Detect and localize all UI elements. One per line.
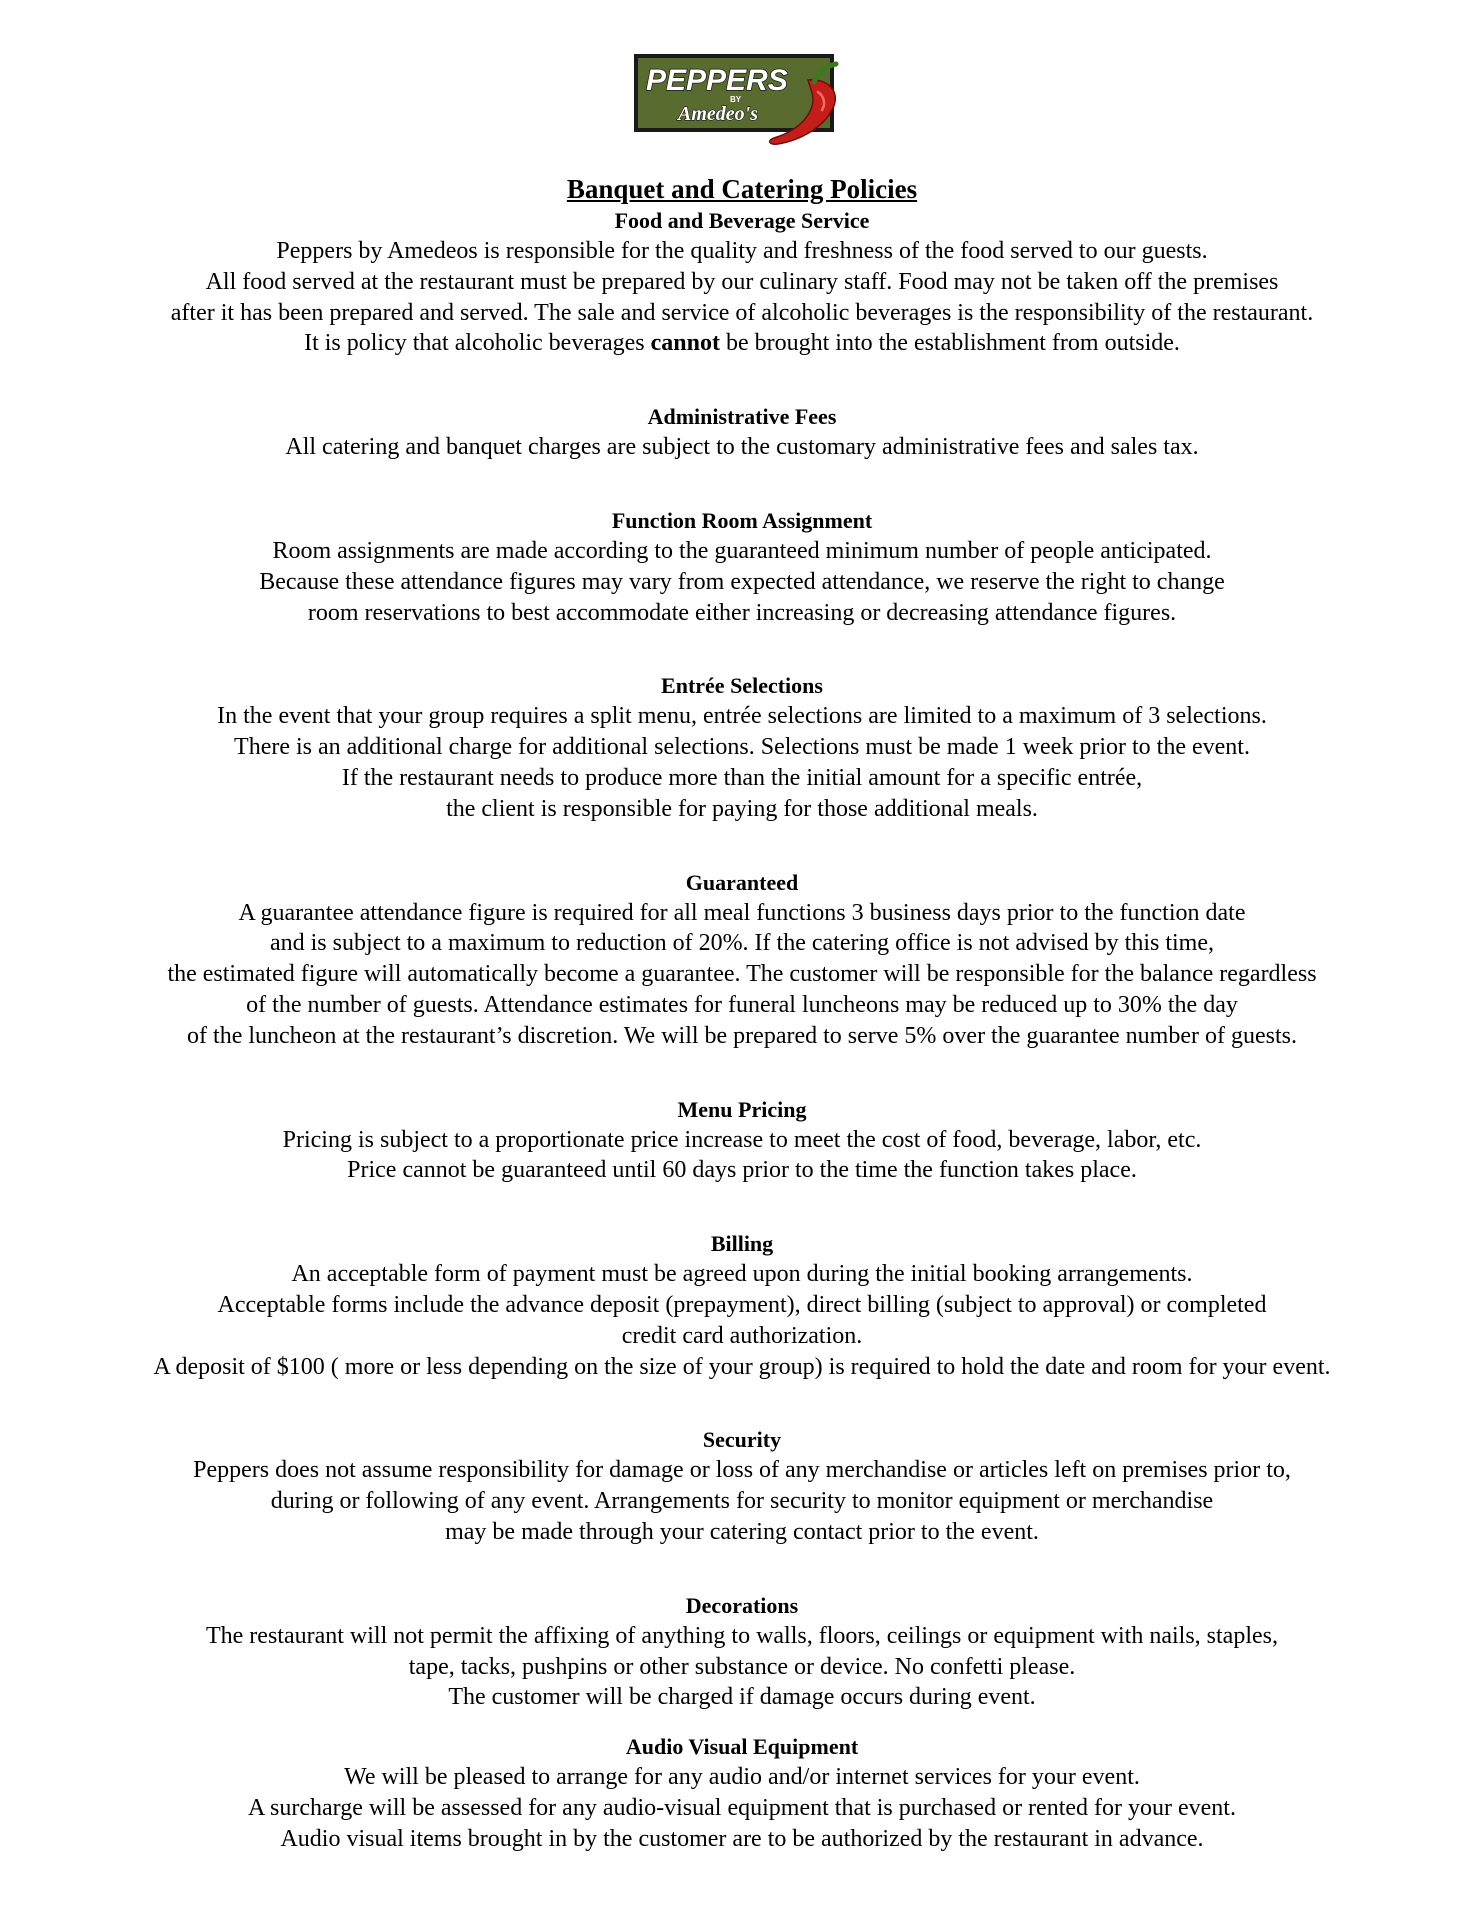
section-entree-selections bbox=[40, 671, 1444, 824]
section-line: tape, tacks, pushpins or other substance or device. No confetti please. bbox=[408, 1653, 1076, 1680]
peppers-logo-graphic bbox=[632, 48, 852, 148]
section-heading: Food and Beverage Service bbox=[614, 208, 870, 233]
section-line: An acceptable form of payment must be agreed upon during the initial booking arrangements. bbox=[291, 1261, 1193, 1288]
section-line: We will be pleased to arrange for any audio and/or internet services for your event. bbox=[344, 1764, 1140, 1791]
logo-text-amedeos: Amedeo's bbox=[678, 103, 758, 125]
section-line: If the restaurant needs to produce more than the initial amount for a specific entrée, bbox=[341, 764, 1143, 791]
section-heading: Entrée Selections bbox=[661, 673, 823, 699]
section-line: Room assignments are made according to the guaranteed minimum number of people anticipated. bbox=[272, 537, 1212, 564]
policy-text-before: It is policy that alcoholic beverages bbox=[304, 330, 651, 357]
section-line: the estimated figure will automatically become a guarantee. The customer will be responsible for the balance regardless bbox=[167, 961, 1317, 988]
section-security bbox=[40, 1425, 1444, 1547]
section-heading: Guaranteed bbox=[685, 869, 799, 895]
section-heading: Billing bbox=[710, 1231, 774, 1257]
section-heading: Menu Pricing bbox=[677, 1096, 807, 1122]
section-spacer bbox=[40, 1052, 1444, 1095]
section-line: A guarantee attendance figure is required for all meal functions 3 business days prior to the function date bbox=[238, 899, 1246, 926]
section-administrative-fees bbox=[40, 402, 1444, 463]
section-menu-pricing bbox=[40, 1095, 1444, 1187]
section-spacer bbox=[40, 463, 1444, 506]
section-line: Peppers does not assume responsibility for damage or loss of any merchandise or articles left on premises prior to, bbox=[193, 1457, 1291, 1484]
section-line: may be made through your catering contact prior to the event. bbox=[445, 1518, 1039, 1545]
section-heading: Audio Visual Equipment bbox=[625, 1734, 859, 1760]
section-spacer bbox=[40, 1382, 1444, 1425]
document-title: Banquet and Catering Policies bbox=[566, 174, 918, 204]
section-line: All food served at the restaurant must be prepared by our culinary staff. Food may not be taken off the premises bbox=[205, 268, 1279, 295]
section-line: Acceptable forms include the advance deposit (prepayment), direct billing (subject to approval) or completed bbox=[217, 1291, 1267, 1318]
policy-document bbox=[40, 172, 1444, 1855]
section-line: A surcharge will be assessed for any audio-visual equipment that is purchased or rented for your event. bbox=[248, 1794, 1236, 1821]
section-spacer bbox=[40, 1713, 1444, 1732]
logo-text-by: BY bbox=[730, 95, 742, 104]
section-line: A deposit of $100 ( more or less depending on the size of your group) is required to hold the date and room for your event. bbox=[153, 1353, 1331, 1380]
section-audio-visual bbox=[40, 1732, 1444, 1854]
section-line: of the number of guests. Attendance estimates for funeral luncheons may be reduced up to 30% the day bbox=[246, 991, 1238, 1018]
section-function-room bbox=[40, 506, 1444, 628]
section-line: Price cannot be guaranteed until 60 days prior to the time the function takes place. bbox=[347, 1157, 1137, 1184]
section-guaranteed bbox=[40, 868, 1444, 1052]
section-line: Audio visual items brought in by the customer are to be authorized by the restaurant in advance. bbox=[280, 1825, 1204, 1852]
section-line: room reservations to best accommodate either increasing or decreasing attendance figures. bbox=[307, 599, 1177, 626]
section-billing bbox=[40, 1229, 1444, 1382]
section-decorations bbox=[40, 1591, 1444, 1713]
section-line: Peppers by Amedeos is responsible for the quality and freshness of the food served to our guests. bbox=[276, 238, 1208, 264]
policy-text-after: be brought into the establishment from outside. bbox=[719, 330, 1180, 357]
section-line: The customer will be charged if damage occurs during event. bbox=[448, 1684, 1036, 1711]
section-heading: Function Room Assignment bbox=[611, 507, 873, 533]
section-heading: Security bbox=[702, 1427, 782, 1453]
section-spacer bbox=[40, 628, 1444, 671]
section-spacer bbox=[40, 1186, 1444, 1229]
section-line: the client is responsible for paying for those additional meals. bbox=[446, 795, 1038, 822]
peppers-logo bbox=[632, 48, 852, 148]
alcohol-policy-line bbox=[40, 328, 1444, 359]
section-spacer bbox=[40, 1548, 1444, 1591]
section-food-beverage bbox=[40, 206, 1444, 359]
section-heading: Decorations bbox=[685, 1592, 799, 1618]
section-line: There is an additional charge for additional selections. Selections must be made 1 week prior to the event. bbox=[234, 734, 1250, 761]
section-line: after it has been prepared and served. The sale and service of alcoholic beverages is the responsibility of the restaurant. bbox=[170, 299, 1314, 326]
section-spacer bbox=[40, 825, 1444, 868]
section-line: during or following of any event. Arrangements for security to monitor equipment or merchandise bbox=[270, 1488, 1214, 1515]
section-line: Because these attendance figures may vary from expected attendance, we reserve the right to change bbox=[259, 568, 1225, 595]
section-line: Pricing is subject to a proportionate price increase to meet the cost of food, beverage, labor, etc. bbox=[282, 1126, 1202, 1153]
section-line: of the luncheon at the restaurant’s discretion. We will be prepared to serve 5% over the guarantee number of guests. bbox=[187, 1022, 1297, 1049]
logo-text-peppers: PEPPERS bbox=[646, 64, 788, 97]
section-spacer bbox=[40, 359, 1444, 402]
section-line: All catering and banquet charges are subject to the customary administrative fees and sales tax. bbox=[285, 434, 1199, 461]
section-line: and is subject to a maximum to reduction of 20%. If the catering office is not advised by this time, bbox=[269, 930, 1214, 957]
policy-emphasis: cannot bbox=[650, 330, 720, 357]
section-line: credit card authorization. bbox=[621, 1322, 863, 1349]
section-line: In the event that your group requires a split menu, entrée selections are limited to a maximum of 3 selections. bbox=[217, 703, 1267, 730]
section-line: The restaurant will not permit the affixing of anything to walls, floors, ceilings or equipment with nails, staples, bbox=[205, 1622, 1278, 1649]
section-heading: Administrative Fees bbox=[647, 404, 837, 430]
